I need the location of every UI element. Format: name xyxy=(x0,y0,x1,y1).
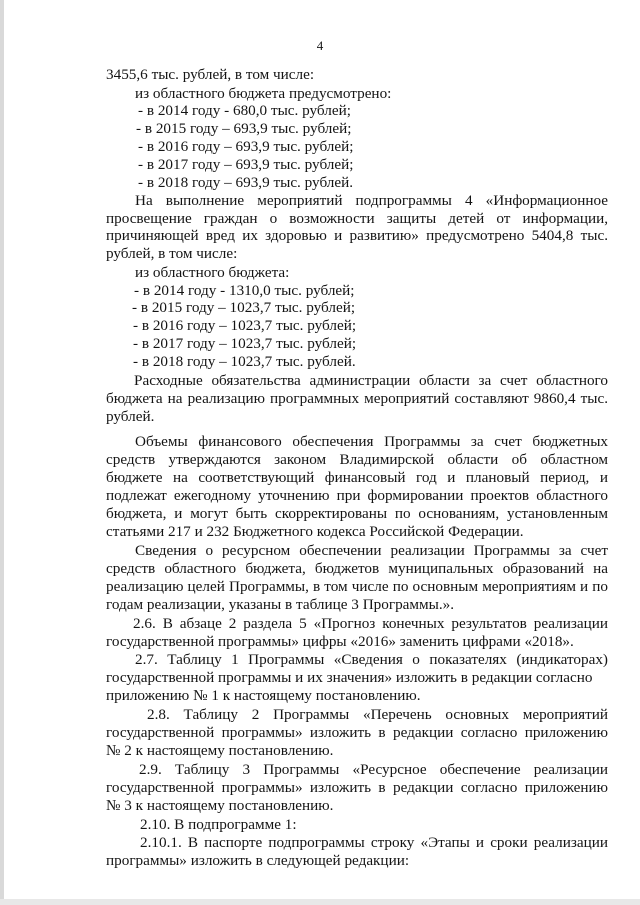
text-line: средств областного бюджета, бюджетов муниципальных образований на xyxy=(106,560,608,577)
text-line: - в 2018 году – 1023,7 тыс. рублей. xyxy=(133,353,356,370)
text-line: рублей, в том числе: xyxy=(106,245,238,262)
text-line: из областного бюджета предусмотрено: xyxy=(135,85,392,102)
text-line: Сведения о ресурсном обеспечении реализации Программы за счет xyxy=(135,542,608,559)
text-line: подлежат ежегодному уточнению при формировании проектов областного xyxy=(106,487,608,504)
text-line: государственной программы» цифры «2016» заменить цифрами «2018». xyxy=(106,633,574,650)
text-line: 2.7. Таблицу 1 Программы «Сведения о показателях (индикаторах) xyxy=(135,651,608,668)
text-line: статьями 217 и 232 Бюджетного кодекса Российской Федерации. xyxy=(106,523,524,540)
text-line: приложению № 1 к настоящему постановлению. xyxy=(106,687,421,704)
text-line: Объемы финансового обеспечения Программы за счет бюджетных xyxy=(135,433,608,450)
text-line: На выполнение мероприятий подпрограммы 4 «Информационное xyxy=(135,192,608,209)
text-line: средств утверждаются законом Владимирской области об областном xyxy=(106,451,608,468)
text-line: - в 2017 году – 1023,7 тыс. рублей; xyxy=(133,335,357,352)
text-line: 3455,6 тыс. рублей, в том числе: xyxy=(106,66,315,83)
text-line: причиняющей вред их здоровью и развитию» предусмотрено 5404,8 тыс. xyxy=(106,227,608,244)
text-line: бюджета, и могут быть скорректированы по основаниям, установленным xyxy=(106,505,608,522)
text-line: просвещение граждан о возможности защиты детей от информации, xyxy=(106,210,608,227)
text-line: № 2 к настоящему постановлению. xyxy=(106,742,334,759)
text-line: государственной программы» изложить в редакции согласно приложению xyxy=(106,724,608,741)
scan-edge xyxy=(0,0,4,905)
text-line: 2.8. Таблицу 2 Программы «Перечень основных мероприятий xyxy=(147,706,608,723)
text-line: Расходные обязательства администрации области за счет областного xyxy=(134,372,608,389)
text-line: - в 2017 году – 693,9 тыс. рублей; xyxy=(138,156,354,173)
text-line: программы» изложить в следующей редакции: xyxy=(106,852,410,869)
text-line: реализацию целей Программы, в том числе по основным мероприятиям и по xyxy=(106,578,608,595)
text-line: - в 2015 году – 693,9 тыс. рублей; xyxy=(136,120,352,137)
text-line: 2.9. Таблицу 3 Программы «Ресурсное обеспечение реализации xyxy=(139,761,608,778)
text-line: - в 2014 году - 1310,0 тыс. рублей; xyxy=(134,282,355,299)
text-line: - в 2016 году – 693,9 тыс. рублей; xyxy=(138,138,354,155)
text-line: - в 2015 году – 1023,7 тыс. рублей; xyxy=(132,299,356,316)
text-line: годам реализации, указаны в таблице 3 Программы.». xyxy=(106,596,455,613)
text-line: - в 2014 году - 680,0 тыс. рублей; xyxy=(138,102,351,119)
text-line: - в 2016 году – 1023,7 тыс. рублей; xyxy=(133,317,357,334)
text-line: бюджете на соответствующий финансовый год и плановый период, и xyxy=(106,469,608,486)
text-line: - в 2018 году – 693,9 тыс. рублей. xyxy=(138,174,354,191)
text-line: бюджета на реализацию программных мероприятий составляют 9860,4 тыс. xyxy=(106,390,608,407)
text-line: № 3 к настоящему постановлению. xyxy=(106,797,334,814)
text-line: из областного бюджета: xyxy=(135,264,290,281)
scan-bottom-edge xyxy=(0,899,640,905)
page-number: 4 xyxy=(316,38,324,53)
text-line: 2.10. В подпрограмме 1: xyxy=(140,816,297,833)
text-line: 2.6. В абзаце 2 раздела 5 «Прогноз конечных результатов реализации xyxy=(133,615,608,632)
text-line: государственной программы и их значения» изложить в редакции согласно xyxy=(106,669,593,686)
text-line: рублей. xyxy=(106,408,155,425)
text-line: 2.10.1. В паспорте подпрограммы строку «Этапы и сроки реализации xyxy=(140,834,608,851)
text-line: государственной программы» изложить в редакции согласно приложению xyxy=(106,779,608,796)
